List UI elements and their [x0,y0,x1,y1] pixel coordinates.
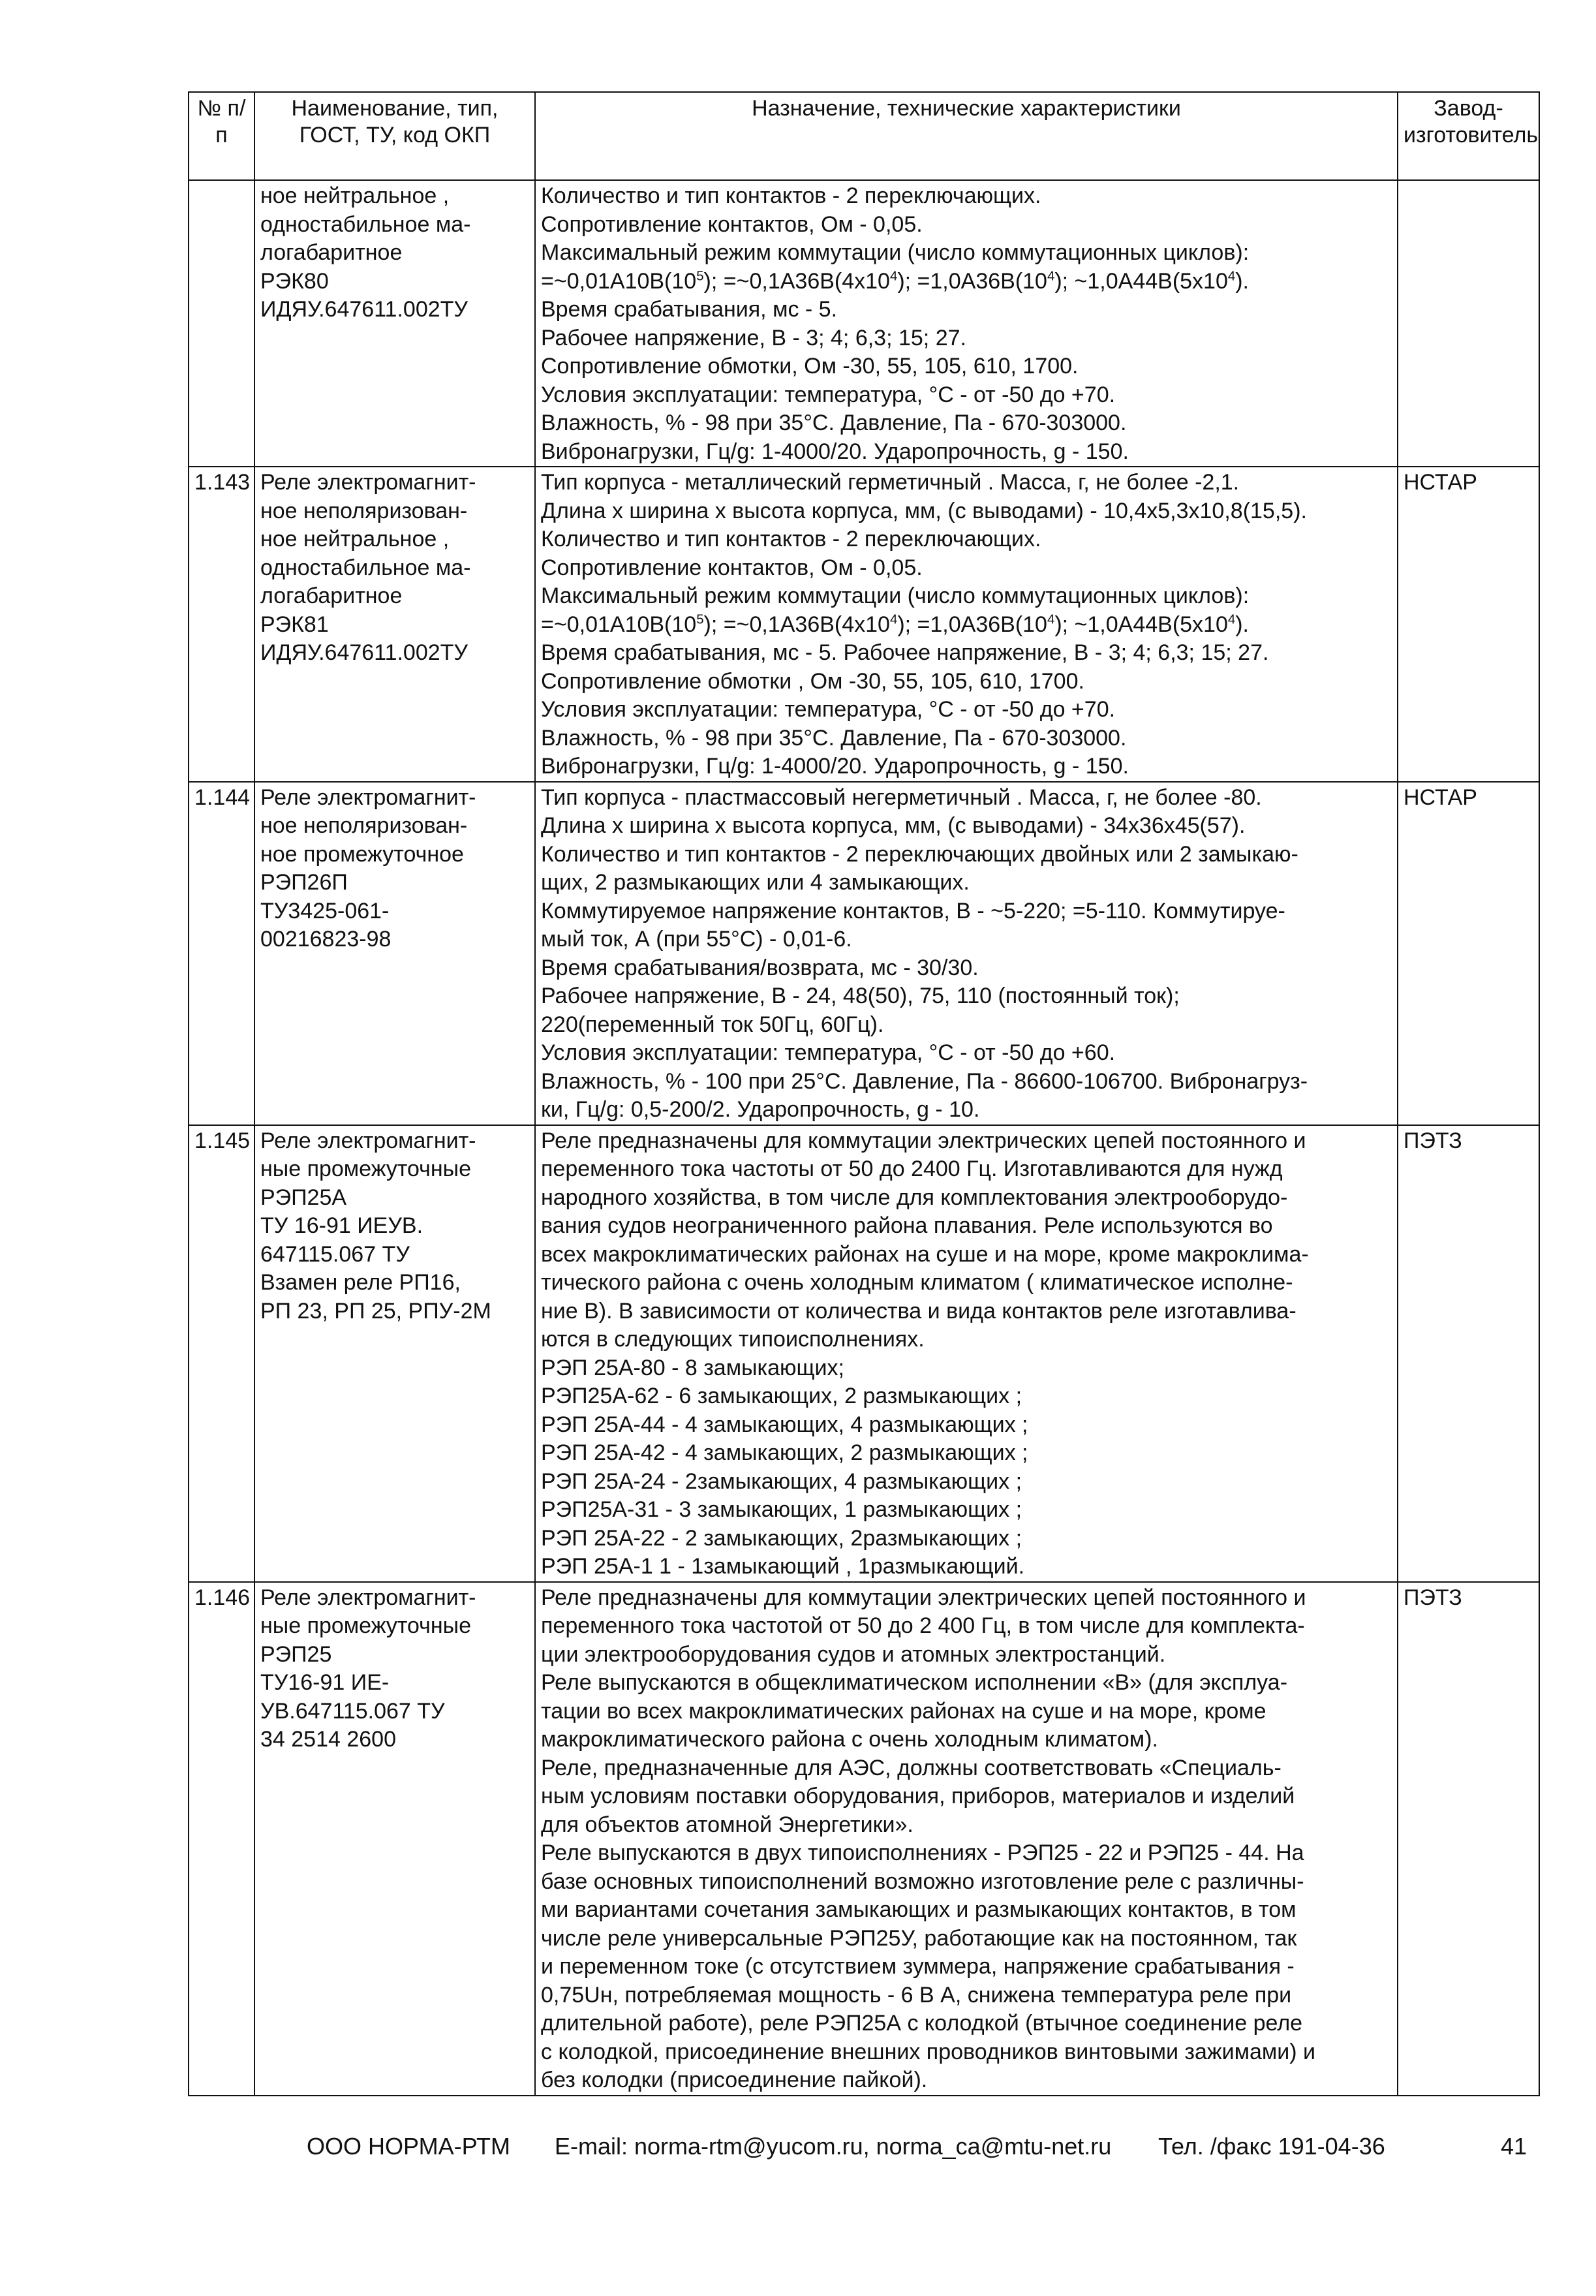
row-manufacturer: НСТАР [1398,782,1539,1125]
description-line: народного хозяйства, в том числе для комплектования электрооборудо- [541,1185,1288,1210]
description-line: Тип корпуса - пластмассовый негерметичный . Масса, г, не более -80. [541,784,1262,810]
name-line: одностабильное ма- [260,555,471,580]
name-line: Реле электромагнит- [260,470,476,495]
name-line: УВ.647115.067 ТУ [260,1698,445,1724]
description-line: длительной работе), реле РЭП25А с колодкой (втычное соединение реле [541,2011,1303,2036]
description-line: числе реле универсальные РЭП25У, работающие как на постоянном, так [541,1925,1297,1951]
description-line: РЭП 25А-1 1 - 1замыкающий , 1размыкающий. [541,1554,1025,1579]
description-line: щих, 2 размыкающих или 4 замыкающих. [541,870,970,895]
name-line: ное неполяризован- [260,498,468,523]
description-line: Вибронагрузки, Гц/g: 1-4000/20. Ударопрочность, g - 150. [541,439,1129,464]
description-line: РЭП 25А-22 - 2 замыкающих, 2размыкающих ; [541,1525,1022,1551]
description-line: Количество и тип контактов - 2 переключающих двойных или 2 замыкаю- [541,841,1298,867]
name-line: РЭК81 [260,612,329,637]
name-line: 647115.067 ТУ [260,1241,410,1267]
description-line: ются в следующих типоисполнениях. [541,1327,925,1352]
description-line: Рабочее напряжение, В - 24, 48(50), 75, 110 (постоянный ток); [541,984,1180,1008]
description-line: ным условиям поставки оборудования, приборов, материалов и изделий [541,1784,1295,1808]
description-line: всех макроклиматических районах на суше и на море, кроме макроклима- [541,1241,1309,1267]
description-line: Влажность, % - 98 при 35°С. Давление, Па - 670-303000. [541,411,1127,435]
name-line: логабаритное [260,240,403,265]
footer-phone: Тел. /факс 191-04-36 [1158,2133,1385,2160]
page-number: 41 [1501,2133,1527,2160]
description-line: ми вариантами сочетания замыкающих и размыкающих контактов, в том [541,1897,1297,1922]
description-line: РЭП 25А-24 - 2замыкающих, 4 размыкающих ; [541,1468,1022,1494]
description-line: вания судов неограниченного района плавания. Реле используются во [541,1213,1273,1238]
row-number: 1.146 [189,1582,254,2096]
header-mfr: Завод-изготовитель [1398,92,1539,180]
description-line: Условия эксплуатации: температура, °С - от -50 до +60. [541,1040,1116,1065]
description-line: Влажность, % - 98 при 35°С. Давление, Па - 670-303000. [541,725,1127,751]
description-line: Реле предназначены для коммутации электрических цепей постоянного и [541,1585,1306,1610]
row-number [189,180,254,467]
description-line: Время срабатывания, мс - 5. [541,297,838,322]
description-line: Реле выпускаются в двух типоисполнениях - РЭП25 - 22 и РЭП25 - 44. На [541,1840,1304,1865]
description-line: Максимальный режим коммутации (число коммутационных циклов): [541,240,1250,265]
description-line: макроклиматического района с очень холодным климатом). [541,1727,1158,1752]
table-row [189,1582,1539,2096]
description-line: 220(переменный ток 50Гц, 60Гц). [541,1012,884,1037]
description-line: ки, Гц/g: 0,5-200/2. Ударопрочность, g - 10. [541,1097,980,1122]
name-line: РЭП25 [260,1641,332,1667]
row-description-cell [535,782,1398,1125]
description-line: Сопротивление обмотки , Ом -30, 55, 105, 610, 1700. [541,668,1084,694]
description-line: Время срабатывания, мс - 5. Рабочее напряжение, В - 3; 4; 6,3; 15; 27. [541,640,1269,665]
description-line: Реле выпускаются в общеклиматическом исполнении «В» (для эксплуа- [541,1670,1288,1695]
description-line: Сопротивление обмотки, Ом -30, 55, 105, 610, 1700. [541,354,1079,379]
description-line: $=\sim 0,01А10В(10^5)$; $=\sim 0,1А36В(4x10^4)$; $=1,0А36В(10^4)$; $\sim 1,0А44В(5x10^4)$. [541,268,1249,294]
description-line: Условия эксплуатации: температура, °С - от -50 до +70. [541,382,1116,407]
row-manufacturer [1398,180,1539,467]
table-row [189,1125,1539,1582]
relay-catalog-table [188,91,1540,2096]
description-line: для объектов атомной Энергетики». [541,1812,913,1837]
description-line: с колодкой, присоединение внешних проводников винтовыми зажимами) и [541,2039,1316,2064]
description-line: Условия эксплуатации: температура, °С - от -50 до +70. [541,697,1116,722]
name-line: ное нейтральное , [260,527,450,551]
footer-email: E-mail: norma-rtm@yucom.ru, norma_ca@mtu-net.ru [555,2133,1112,2160]
name-line: ные промежуточные [260,1156,472,1181]
description-line: Количество и тип контактов - 2 переключающих. [541,527,1041,551]
row-name-cell [254,782,535,1125]
description-line: переменного тока частотой от 50 до 2 400 Гц, в том числе для комплекта- [541,1613,1305,1638]
name-line: РЭК80 [260,268,329,294]
name-line: Взамен реле РП16, [260,1270,461,1295]
table-row [189,467,1539,782]
name-line: ИДЯУ.647611.002ТУ [260,297,468,322]
row-description-cell [535,1125,1398,1582]
name-line: ное неполяризован- [260,813,468,838]
name-line: ное нейтральное , [260,183,450,208]
description-line: ции электрооборудования судов и атомных электростанций. [541,1641,1166,1667]
name-line: РП 23, РП 25, РПУ-2М [260,1298,491,1324]
name-line: 34 2514 2600 [260,1727,396,1752]
description-line: без колодки (присоединение пайкой). [541,2068,928,2092]
description-line: 0,75Uн, потребляемая мощность - 6 В А, снижена температура реле при [541,1982,1292,2008]
name-line: Реле электромагнит- [260,1585,476,1610]
description-line: Влажность, % - 100 при 25°С. Давление, Па - 86600-106700. Вибронагруз- [541,1068,1308,1094]
row-name-cell [254,180,535,467]
description-line: Реле, предназначенные для АЭС, должны соответствовать «Специаль- [541,1755,1281,1780]
description-line: Вибронагрузки, Гц/g: 1-4000/20. Ударопрочность, g - 150. [541,754,1129,779]
description-line: РЭП 25А-42 - 4 замыкающих, 2 размыкающих ; [541,1440,1028,1465]
name-line: ИДЯУ.647611.002ТУ [260,640,468,665]
table-body [189,180,1539,2096]
name-line: ТУ3425-061- [260,898,390,923]
table-row [189,180,1539,467]
name-line: РЭП26П [260,870,348,895]
row-number: 1.145 [189,1125,254,1582]
description-line: и переменном токе (с отсутствием зуммера, напряжение срабатывания - [541,1954,1295,1979]
description-line: РЭП25А-31 - 3 замыкающих, 1 размыкающих ; [541,1497,1022,1522]
description-line: ние В). В зависимости от количества и вида контактов реле изготавлива- [541,1298,1297,1324]
description-line: Рабочее напряжение, В - 3; 4; 6,3; 15; 27. [541,325,966,350]
table-row [189,782,1539,1125]
name-line: ные промежуточные [260,1613,472,1638]
description-line: Коммутируемое напряжение контактов, В - ~5-220; =5-110. Коммутируе- [541,898,1285,923]
page-footer [307,2133,1533,2164]
description-line: РЭП25А-62 - 6 замыкающих, 2 размыкающих ; [541,1384,1022,1408]
header-num: № п/п [189,92,254,180]
row-name-cell [254,1125,535,1582]
description-line: Максимальный режим коммутации (число коммутационных циклов): [541,583,1250,608]
row-manufacturer: ПЭТЗ [1398,1125,1539,1582]
header-name: Наименование, тип, ГОСТ, ТУ, код ОКП [254,92,535,180]
table-header [189,92,1539,180]
name-line: ное промежуточное [260,841,464,867]
description-line: Длина х ширина х высота корпуса, мм, (с выводами) - 10,4x5,3x10,8(15,5). [541,498,1307,523]
row-number: 1.144 [189,782,254,1125]
description-line: тации во всех макроклиматических районах на суше и на море, кроме [541,1698,1266,1724]
description-line: $=\sim 0,01А10В(10^5)$; $=\sim 0,1А36В(4x10^4)$; $=1,0А36В(10^4)$; $\sim 1,0А44В(5x10^4)$. [541,612,1249,637]
header-desc: Назначение, технические характеристики [535,92,1398,180]
description-line: Сопротивление контактов, Ом - 0,05. [541,211,923,237]
description-line: Тип корпуса - металлический герметичный . Масса, г, не более -2,1. [541,470,1240,495]
description-line: РЭП 25А-44 - 4 замыкающих, 4 размыкающих ; [541,1412,1028,1437]
row-description-cell [535,180,1398,467]
description-line: переменного тока частоты от 50 до 2400 Гц. Изготавливаются для нужд [541,1156,1283,1181]
name-line: 00216823-98 [260,927,391,952]
description-line: Реле предназначены для коммутации электрических цепей постоянного и [541,1128,1306,1153]
description-line: Количество и тип контактов - 2 переключающих. [541,183,1041,208]
name-line: ТУ16-91 ИЕ- [260,1670,390,1695]
row-description-cell [535,1582,1398,2096]
description-line: Сопротивление контактов, Ом - 0,05. [541,555,923,580]
name-line: Реле электромагнит- [260,784,476,810]
description-line: базе основных типоисполнений возможно изготовление реле с различны- [541,1869,1304,1894]
description-line: Время срабатывания/возврата, мс - 30/30. [541,955,979,980]
name-line: Реле электромагнит- [260,1128,476,1153]
row-name-cell [254,467,535,782]
description-line: мый ток, А (при 55°С) - 0,01-6. [541,927,852,952]
row-manufacturer: ПЭТЗ [1398,1582,1539,2096]
row-manufacturer: НСТАР [1398,467,1539,782]
description-line: Длина х ширина х высота корпуса, мм, (с выводами) - 34x36x45(57). [541,813,1246,838]
name-line: ТУ 16-91 ИЕУВ. [260,1213,423,1238]
row-description-cell [535,467,1398,782]
row-name-cell [254,1582,535,2096]
name-line: логабаритное [260,583,403,608]
footer-company: ООО НОРМА-РТМ [307,2133,510,2160]
description-line: тического района с очень холодным климатом ( климатическое исполне- [541,1270,1293,1295]
name-line: одностабильное ма- [260,211,471,237]
name-line: РЭП25А [260,1185,347,1210]
description-line: РЭП 25А-80 - 8 замыкающих; [541,1355,844,1380]
row-number: 1.143 [189,467,254,782]
